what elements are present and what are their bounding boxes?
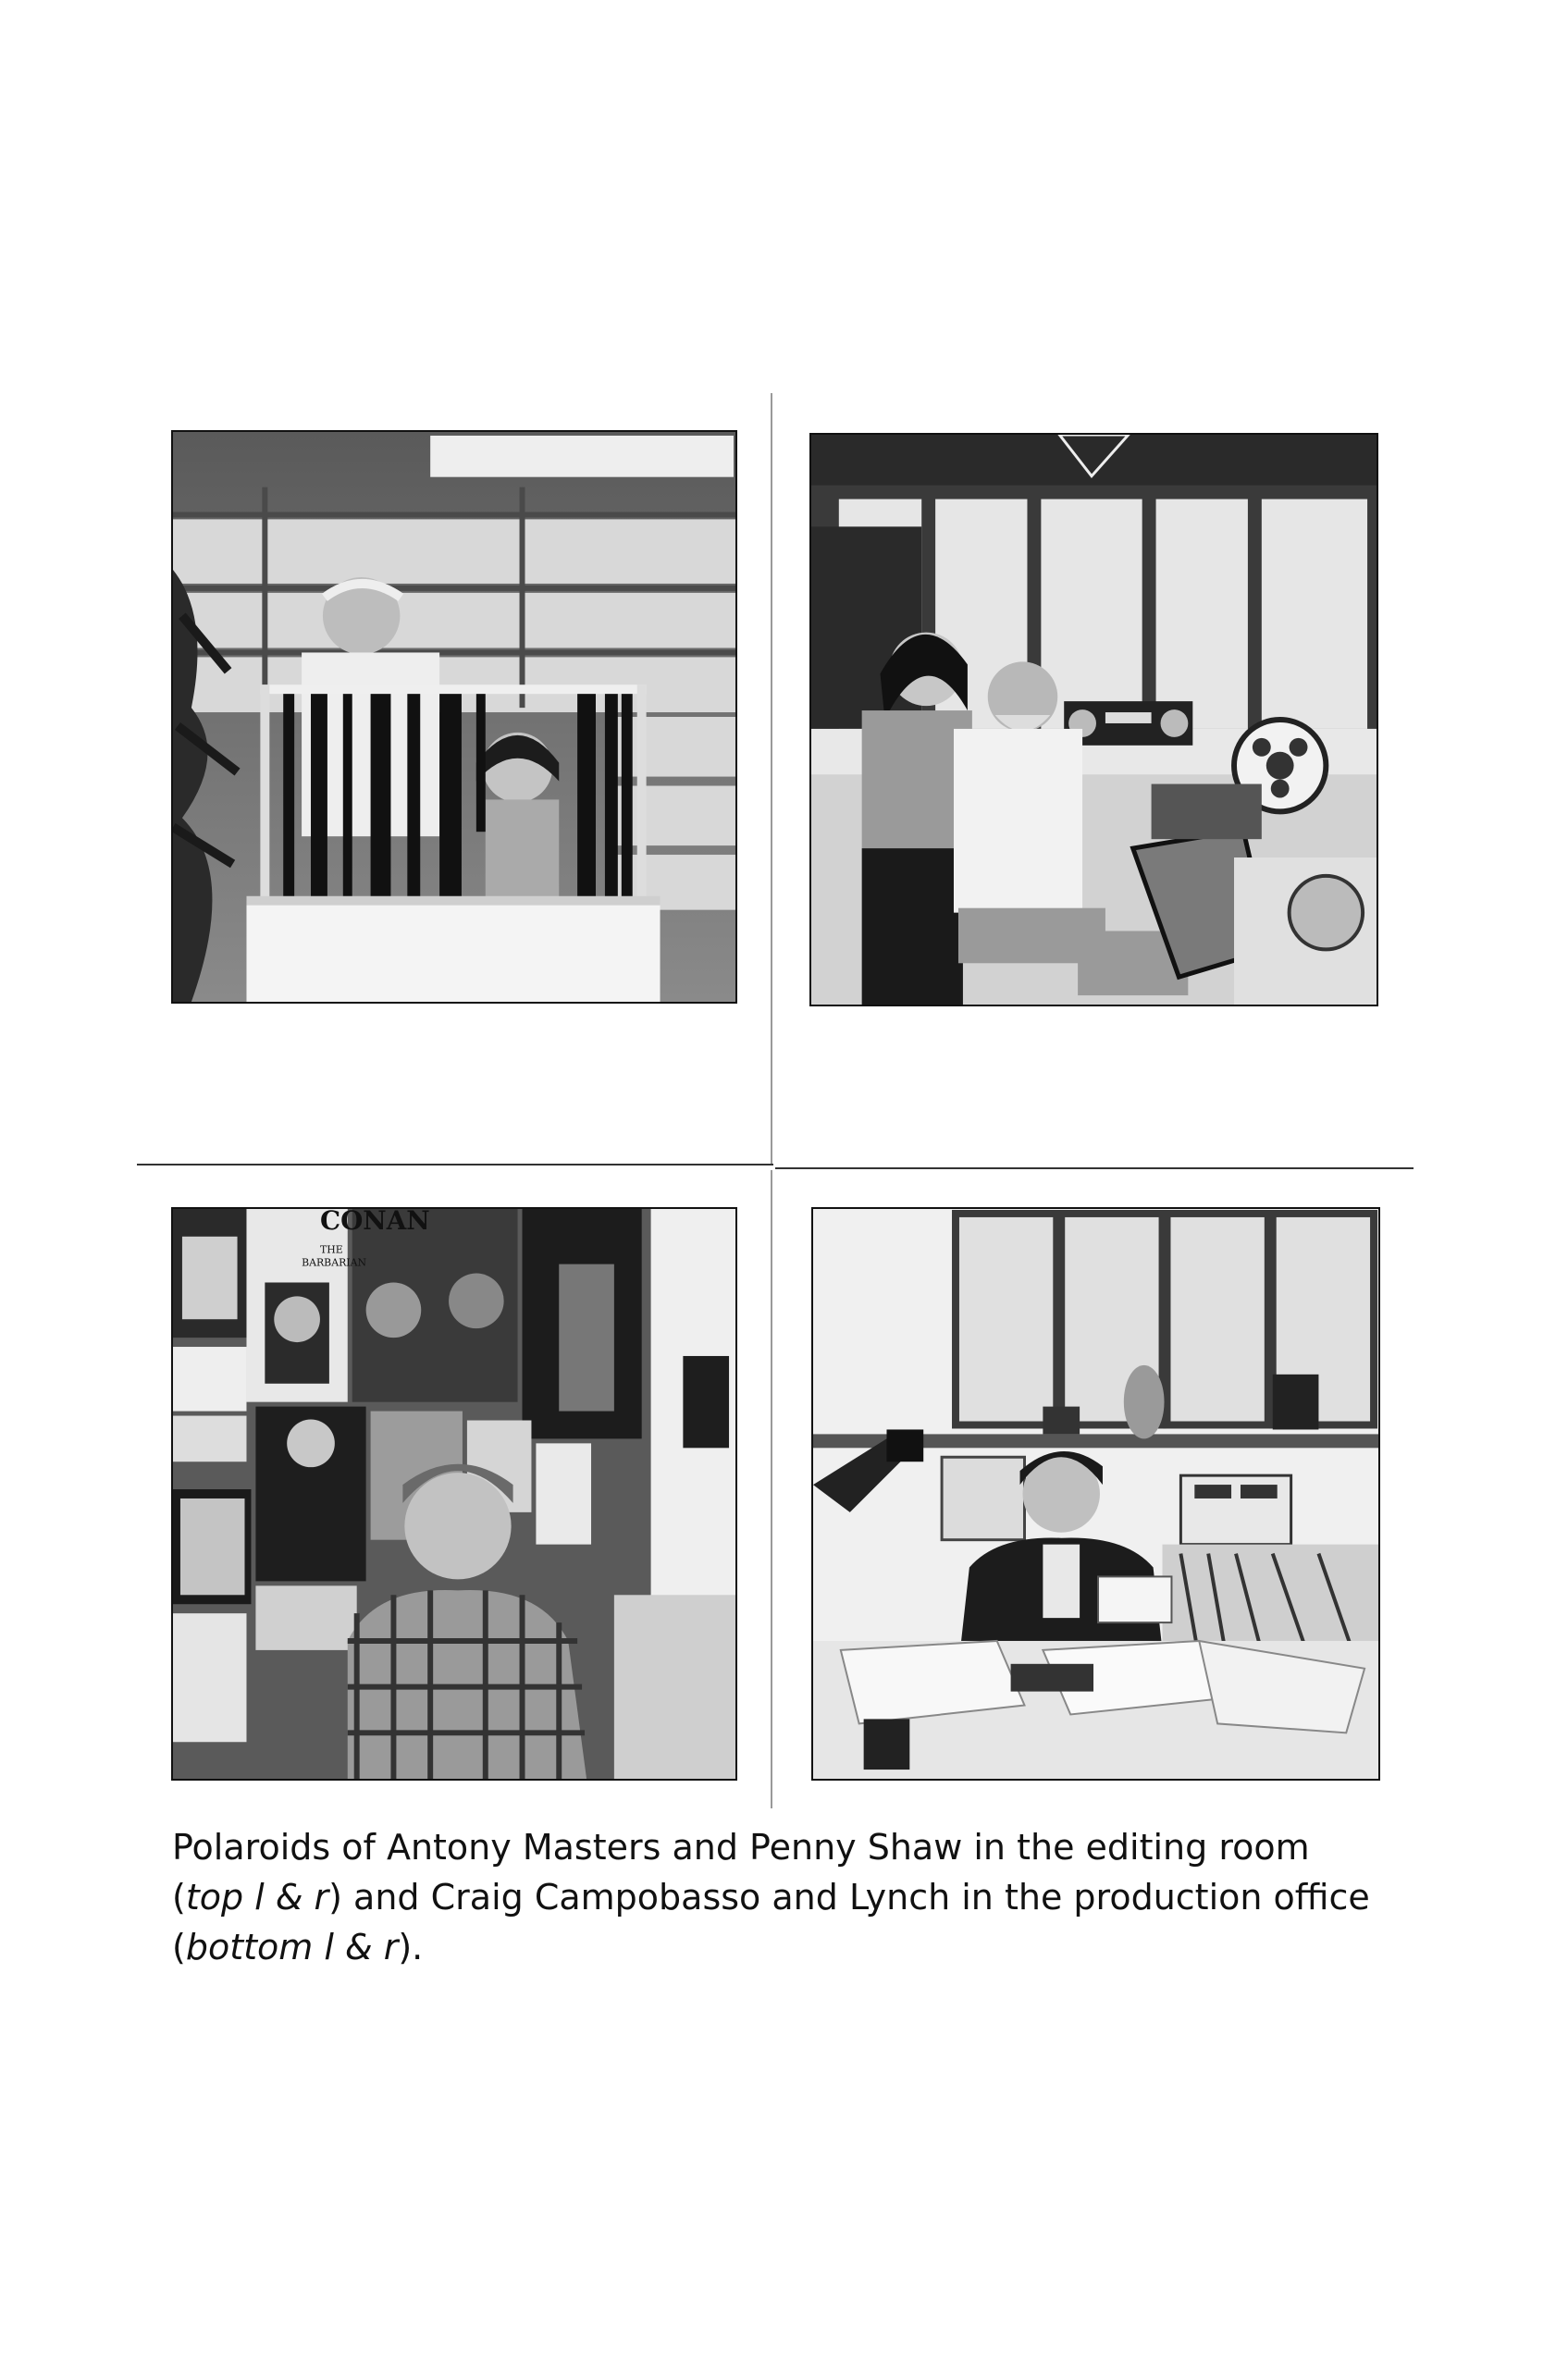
caption-line-1 <box>172 1822 1393 1872</box>
horizontal-divider-left <box>137 1164 773 1166</box>
photo-production-office-desk <box>811 1207 1380 1781</box>
poster-title-conan: CONAN <box>319 1209 430 1236</box>
caption-line-3-italic: bottom l & r <box>185 1927 399 1967</box>
caption-line-2 <box>172 1872 1393 1922</box>
vertical-divider-bottom <box>771 1170 772 1808</box>
caption-line-1-text: Polaroids of Antony Masters and Penny Shaw in the editing room <box>172 1827 1310 1868</box>
photo-editing-room-film-bin <box>171 430 737 1004</box>
photo-desk-image <box>813 1209 1378 1779</box>
photo-editing-machine-image <box>811 435 1377 1005</box>
photo-posters-image <box>173 1209 735 1779</box>
poster-subtitle-the: THE <box>319 1243 343 1256</box>
poster-subtitle-barbarian: BARBARIAN <box>302 1256 367 1269</box>
photo-editing-machine <box>809 433 1378 1006</box>
photo-caption <box>172 1822 1393 1972</box>
photo-frame <box>811 1207 1380 1781</box>
photo-film-bin-image <box>173 432 735 1002</box>
horizontal-divider-right <box>775 1167 1414 1169</box>
photo-frame <box>171 430 737 1004</box>
caption-line-3-open: ( <box>172 1927 186 1967</box>
photo-production-office-posters <box>171 1207 737 1781</box>
photo-frame <box>171 1207 737 1781</box>
caption-line-3-rest: ). <box>398 1927 424 1967</box>
caption-line-2-rest: ) and Craig Campobasso and Lynch in the production office <box>328 1877 1370 1918</box>
caption-line-3 <box>172 1922 1393 1972</box>
photo-frame <box>809 433 1378 1006</box>
caption-line-2-italic: top l & r <box>185 1877 329 1918</box>
vertical-divider-top <box>771 393 772 1166</box>
caption-line-2-open: ( <box>172 1877 186 1918</box>
